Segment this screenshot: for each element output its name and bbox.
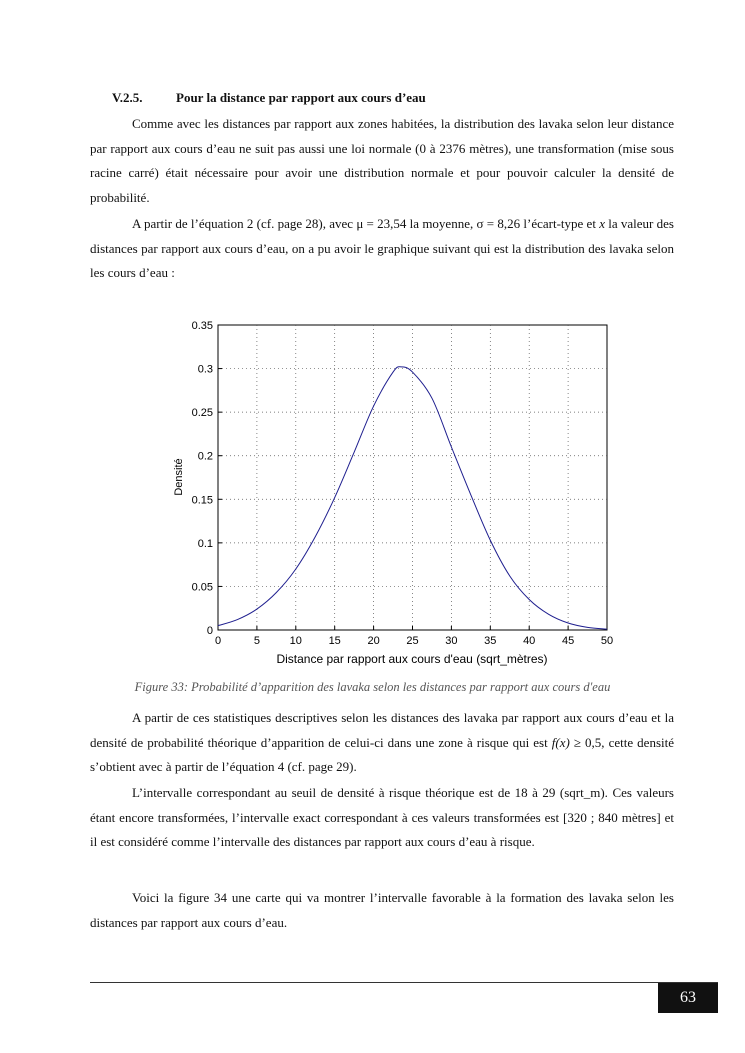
y-tick-label: 0.05	[191, 581, 213, 594]
x-tick-label: 0	[214, 635, 222, 647]
paragraph-interval: L’intervalle correspondant au seuil de densité à risque théorique est de 18 à 29 (sqrt_m). Ces valeurs étant encore transformées, l’intervalle exact correspondant à ces valeurs transformées est [320 ; 840 mètres] et il est considéré comme l’intervalle des distances par rapport aux cours d’eau à risque.	[90, 785, 674, 850]
x-tick-label: 40	[523, 635, 536, 647]
section-title: Pour la distance par rapport aux cours d’eau	[176, 90, 426, 105]
paragraph-statistics-text-a: A partir de ces statistiques descriptives selon les distances des lavaka par rapport aux cours d’eau et la densité de probabilité théorique d’apparition de celui-ci dans une zone à risque qui est	[90, 710, 674, 750]
x-tick-label: 25	[406, 635, 419, 647]
y-tick-label: 0.25	[191, 407, 213, 420]
variable-x: x	[599, 216, 605, 231]
footer-divider	[90, 982, 718, 983]
x-tick-label: 10	[289, 635, 302, 647]
y-axis-label: Densité	[173, 458, 185, 496]
section-heading	[112, 90, 426, 106]
density-chart	[160, 315, 620, 677]
x-tick-label: 20	[367, 635, 380, 647]
paragraph-equation-text-a: A partir de l’équation 2 (cf. page 28), avec μ = 23,54 la moyenne, σ = 8,26 l’écart-type et	[132, 216, 600, 231]
y-tick-label: 0.1	[197, 537, 213, 550]
y-tick-label: 0.2	[197, 450, 213, 463]
paragraph-equation	[90, 212, 674, 286]
paragraph-figure-ref: Voici la figure 34 une carte qui va montrer l’intervalle favorable à la formation des lavaka selon les distances par rapport aux cours d’eau.	[90, 890, 674, 930]
x-axis-label: Distance par rapport aux cours d'eau (sqrt_mètres)	[276, 652, 548, 666]
paragraph-statistics-text-b: ≥ 0,5, cette densité s’obtient avec à partir de l’équation 4 (cf. page 29).	[90, 734, 674, 775]
y-tick-label: 0	[206, 625, 213, 637]
x-tick-label: 50	[600, 635, 614, 647]
page-number: 63	[658, 983, 718, 1013]
figure-caption: Figure 33: Probabilité d’apparition des lavaka selon les distances par rapport aux cours d'eau	[134, 680, 611, 694]
variable-fx: f(x)	[551, 734, 570, 750]
y-tick-label: 0.15	[191, 494, 213, 507]
paragraph-statistics	[90, 706, 674, 780]
y-tick-label: 0.35	[191, 320, 213, 332]
x-tick-label: 30	[445, 635, 458, 647]
x-tick-label: 5	[253, 635, 260, 647]
x-tick-label: 45	[561, 635, 575, 647]
x-tick-label: 35	[484, 635, 497, 647]
x-tick-label: 15	[328, 635, 341, 647]
paragraph-equation-text-b: la valeur des distances par rapport aux cours d’eau, on a pu avoir le graphique suivant qui est la distribution des lavaka selon les cours d’eau :	[90, 216, 674, 281]
y-tick-label: 0.3	[197, 363, 213, 376]
section-number: V.2.5.	[112, 90, 143, 105]
paragraph-intro: Comme avec les distances par rapport aux zones habitées, la distribution des lavaka selon leur distance par rapport aux cours d’eau ne suit pas aussi une loi normale (0 à 2376 mètres), une transformation (mise sous racine carré) était nécessaire pour avoir une distribution normale et pour pouvoir calculer la densité de probabilité.	[90, 116, 674, 205]
